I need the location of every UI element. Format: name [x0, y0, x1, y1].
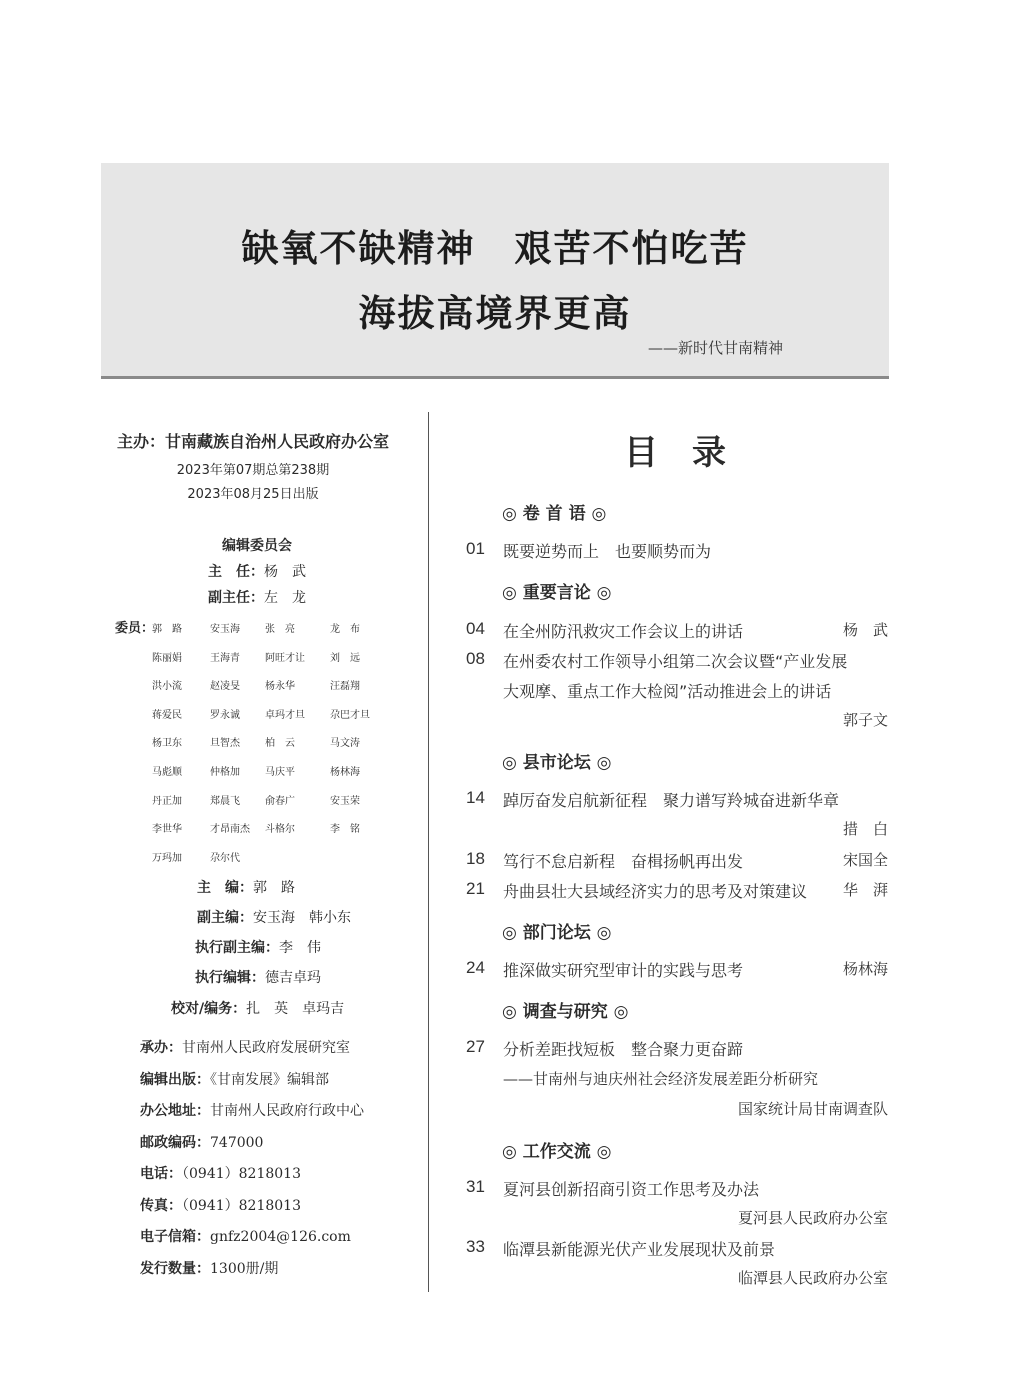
director-name: 杨 武 [264, 564, 306, 580]
member-name: 罗永诚 [210, 709, 240, 721]
member-name: 刘 远 [330, 652, 360, 664]
toc-entry-author: 夏河县人民政府办公室 [737, 1209, 888, 1227]
issue-number: 2023年第07期总第238期 [176, 463, 330, 478]
info-row [140, 1100, 364, 1120]
info-row [140, 1069, 329, 1089]
member-name: 张 亮 [265, 624, 295, 635]
committee-title: 编辑委员会 [222, 538, 292, 554]
deputy-chief-label: 副主编： [197, 910, 253, 926]
toc-entry-title[interactable]: 舟曲县壮大县域经济实力的思考及对策建议 [503, 882, 808, 901]
toc-entry-title-cont[interactable]: 大观摩、重点工作大检阅”活动推进会上的讲话 [503, 682, 832, 701]
member-name: 汪磊翔 [330, 681, 360, 693]
deputy-director-row [208, 587, 306, 607]
member-name: 龙 布 [330, 624, 360, 635]
motto-source: ——新时代甘南精神 [647, 339, 783, 357]
member-name: 卓玛才旦 [265, 709, 305, 721]
info-row [140, 1195, 301, 1215]
member-name: 蒋爱民 [152, 709, 182, 721]
toc-entry-author: 华 湃 [842, 881, 888, 899]
info-key: 电子信箱： [140, 1229, 210, 1245]
deputy-chief-row [197, 907, 351, 927]
toc-entry-title[interactable]: 在全州防汛救灾工作会议上的讲话 [503, 622, 744, 641]
toc-entry-title[interactable]: 踔厉奋发启航新征程 聚力谱写羚城奋进新华章 [503, 791, 840, 810]
toc-entry-author: 临潭县人民政府办公室 [737, 1269, 888, 1287]
toc-entry-num: 01 [466, 539, 485, 558]
info-value: 甘南州人民政府发展研究室 [182, 1040, 350, 1056]
member-name: 柏 云 [265, 738, 295, 750]
toc-entry-title[interactable]: 分析差距找短板 整合聚力更奋蹄 [503, 1040, 744, 1059]
info-value: 747000 [210, 1134, 264, 1151]
toc-entry-num: 04 [466, 619, 485, 638]
exec-deputy-row [195, 937, 321, 957]
motto-line-1: 缺氧不缺精神 艰苦不怕吃苦 [241, 227, 749, 270]
info-row [140, 1037, 350, 1057]
toc-title: 目录 [624, 433, 760, 473]
info-value: （0941）8218013 [182, 1166, 301, 1182]
toc-entry-subtitle: ——甘南州与迪庆州社会经济发展差距分析研究 [503, 1070, 819, 1088]
proof-label: 校对/编务： [171, 1001, 247, 1017]
info-key: 编辑出版： [140, 1071, 210, 1088]
member-name: 郑晨飞 [210, 795, 240, 807]
toc-entry-num: 27 [466, 1037, 485, 1056]
member-name: 安玉海 [210, 624, 240, 635]
member-name: 尕尔代 [210, 852, 240, 864]
info-row [140, 1226, 351, 1246]
chief-editor-name: 郭 路 [253, 880, 295, 896]
section-research: ◎ 调查与研究 ◎ [502, 1002, 629, 1022]
toc-entry-num: 24 [466, 958, 485, 977]
info-row [140, 1258, 278, 1278]
member-name: 杨林海 [330, 767, 360, 778]
toc-entry-title[interactable]: 推深做实研究型审计的实践与思考 [503, 961, 744, 980]
member-name: 尕巴才旦 [330, 709, 370, 721]
info-value: 1300册/期 [210, 1260, 279, 1277]
motto-line-2: 海拔高境界更高 [358, 292, 632, 335]
toc-entry-num: 33 [466, 1237, 485, 1256]
sponsor: 主办：甘南藏族自治州人民政府办公室 [117, 432, 390, 451]
member-name: 杨永华 [265, 681, 295, 693]
member-name: 李世华 [152, 824, 182, 836]
member-name: 俞春广 [265, 795, 295, 807]
proof-row [171, 998, 344, 1018]
exec-deputy-name: 李 伟 [279, 940, 321, 956]
member-name: 斗格尔 [265, 824, 295, 836]
member-name: 旦智杰 [210, 738, 240, 750]
member-name: 马庆平 [265, 767, 295, 778]
info-row [140, 1132, 263, 1152]
members-label: 委员： [115, 621, 155, 636]
member-name: 安玉荣 [330, 795, 360, 807]
director-row [208, 561, 306, 581]
toc-entry-num: 08 [466, 649, 485, 668]
proof-names: 扎 英 卓玛吉 [246, 1001, 345, 1017]
info-value: gnfz2004@126.com [210, 1229, 351, 1245]
deputy-director-label: 副主任： [208, 590, 264, 606]
toc-entry-title[interactable]: 在州委农村工作领导小组第二次会议暨“产业发展 [503, 652, 848, 671]
info-key: 承办： [140, 1040, 182, 1056]
chief-editor-label: 主 编： [197, 880, 253, 896]
toc-entry-title[interactable]: 笃行不怠启新程 奋楫扬帆再出发 [503, 852, 744, 871]
member-name: 阿旺才让 [265, 652, 305, 664]
section-work-exchange: ◎ 工作交流 ◎ [502, 1142, 612, 1162]
deputy-chief-names: 安玉海 韩小东 [253, 910, 351, 926]
toc-entry-num: 21 [466, 879, 485, 898]
member-name: 仲格加 [210, 767, 240, 778]
member-name: 陈丽娟 [152, 652, 182, 664]
member-name: 洪小流 [152, 681, 182, 693]
exec-editor-label: 执行编辑： [195, 970, 265, 986]
member-name: 杨卫东 [152, 738, 182, 750]
info-value: 甘南州人民政府行政中心 [210, 1103, 364, 1119]
column-divider [428, 412, 429, 1292]
toc-entry-num: 18 [466, 849, 485, 868]
toc-entry-num: 14 [466, 788, 485, 807]
toc-entry-author: 措 白 [842, 820, 888, 838]
toc-entry-author: 杨 武 [842, 621, 888, 639]
toc-entry-author: 郭子文 [842, 711, 888, 729]
toc-entry-author: 宋国全 [842, 851, 888, 869]
section-department-forum: ◎ 部门论坛 ◎ [502, 923, 612, 943]
toc-entry-num: 31 [466, 1177, 485, 1196]
member-name: 马彪顺 [152, 767, 182, 778]
member-name: 丹正加 [152, 795, 182, 807]
member-name: 郭 路 [152, 624, 182, 635]
section-speeches: ◎ 重要言论 ◎ [502, 583, 612, 603]
exec-editor-row [195, 967, 321, 987]
toc-entry-title[interactable]: 既要逆势而上 也要顺势而为 [503, 542, 712, 561]
info-key: 办公地址： [140, 1103, 210, 1119]
info-key: 传真： [140, 1197, 182, 1214]
info-row [140, 1163, 301, 1183]
info-key: 电话： [140, 1166, 182, 1182]
chief-editor-row [197, 877, 295, 897]
member-name: 李 铭 [330, 824, 360, 836]
toc-entry-author: 杨林海 [842, 960, 888, 978]
member-name: 王海青 [210, 652, 240, 664]
toc-entry-title[interactable]: 临潭县新能源光伏产业发展现状及前景 [503, 1240, 776, 1259]
info-value: （0941）8218013 [182, 1197, 301, 1214]
member-name: 万玛加 [152, 852, 182, 864]
toc-entry-title[interactable]: 夏河县创新招商引资工作思考及办法 [503, 1180, 760, 1199]
info-key: 发行数量： [140, 1260, 210, 1277]
section-county-forum: ◎ 县市论坛 ◎ [502, 753, 612, 773]
info-key: 邮政编码： [140, 1134, 210, 1151]
deputy-director-name: 左 龙 [264, 590, 306, 606]
member-name: 赵凌旻 [210, 681, 240, 693]
member-name: 马文涛 [330, 738, 360, 750]
publish-date: 2023年08月25日出版 [187, 487, 319, 502]
info-value: 《甘南发展》编辑部 [210, 1071, 329, 1088]
section-preface: ◎ 卷 首 语 ◎ [502, 504, 607, 524]
member-name: 才昂南杰 [210, 824, 250, 836]
toc-entry-author: 国家统计局甘南调查队 [737, 1100, 888, 1118]
motto-banner [101, 163, 889, 379]
exec-editor-name: 德吉卓玛 [265, 970, 321, 986]
director-label: 主 任： [208, 564, 264, 580]
exec-deputy-label: 执行副主编： [195, 940, 279, 956]
